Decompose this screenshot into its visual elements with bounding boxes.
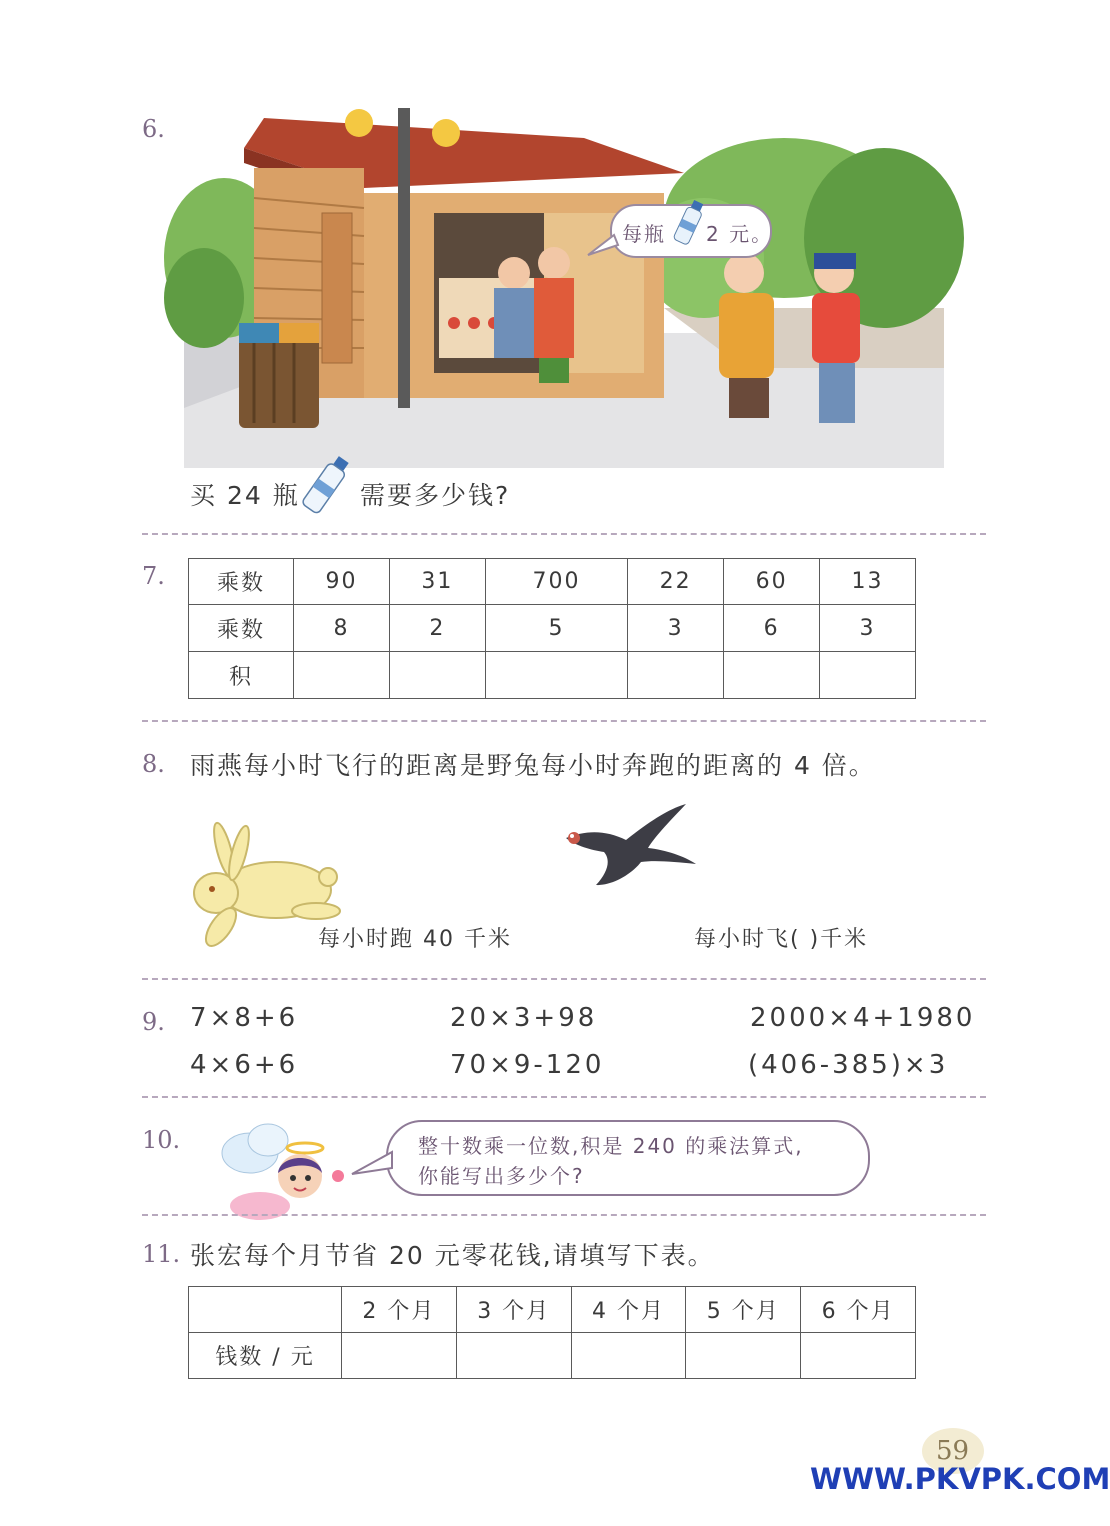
table-cell: 8	[294, 605, 390, 652]
section-divider	[142, 1096, 986, 1098]
table-cell: 31	[389, 559, 485, 605]
table-cell: 3	[628, 605, 724, 652]
expression: (406-385)×3	[748, 1050, 949, 1080]
question-7-number: 7.	[142, 562, 165, 590]
table-cell: 700	[485, 559, 627, 605]
question-10-number: 10.	[142, 1126, 181, 1154]
table-header-cell: 3 个月	[456, 1287, 571, 1333]
expression: 7×8+6	[190, 1003, 299, 1033]
kiosk-illustration	[184, 108, 944, 468]
answer-cell[interactable]	[628, 652, 724, 699]
table-row	[189, 1287, 916, 1333]
question-6-suffix: 需要多少钱?	[360, 481, 511, 510]
section-divider	[142, 1214, 986, 1216]
table-cell: 13	[820, 559, 916, 605]
question-6-prefix: 买 24 瓶	[190, 481, 300, 510]
table-header-cell: 6 个月	[801, 1287, 916, 1333]
answer-cell[interactable]	[389, 652, 485, 699]
question-11-statement: 张宏每个月节省 20 元零花钱,请填写下表。	[190, 1241, 715, 1270]
speech-bubble-tail	[588, 235, 618, 257]
speech-price: 2 元。	[706, 222, 774, 246]
swift-illustration	[556, 800, 701, 892]
answer-cell[interactable]	[571, 1333, 686, 1379]
question-11-number: 11.	[142, 1240, 181, 1268]
expression: 4×6+6	[190, 1050, 299, 1080]
question-8-statement: 雨燕每小时飞行的距离是野兔每小时奔跑的距离的 4 倍。	[190, 751, 876, 780]
table-row	[189, 605, 916, 652]
question-6-number: 6.	[142, 115, 165, 143]
answer-cell[interactable]	[686, 1333, 801, 1379]
table-cell: 2	[389, 605, 485, 652]
table-cell: 3	[820, 605, 916, 652]
speech-label: 每瓶	[622, 222, 666, 246]
watermark: WWW.PKVPK.COM	[810, 1462, 1110, 1496]
page-number: 59	[936, 1436, 970, 1466]
table-cell: 22	[628, 559, 724, 605]
bubble-line-2: 你能写出多少个?	[418, 1164, 585, 1188]
table-cell: 90	[294, 559, 390, 605]
table-cell: 60	[724, 559, 820, 605]
expression: 2000×4+1980	[750, 1003, 976, 1033]
table-row	[189, 1333, 916, 1379]
rabbit-label: 每小时跑 40 千米	[318, 927, 512, 952]
water-bottle-icon	[300, 452, 352, 518]
multiplication-table	[188, 558, 916, 699]
table-header-cell: 2 个月	[342, 1287, 457, 1333]
row-header: 乘数	[189, 559, 294, 605]
table-cell: 6	[724, 605, 820, 652]
section-divider	[142, 720, 986, 722]
bubble-line-1: 整十数乘一位数,积是 240 的乘法算式,	[418, 1134, 804, 1158]
question-8-number: 8.	[142, 750, 165, 778]
table-cell: 5	[485, 605, 627, 652]
answer-cell[interactable]	[485, 652, 627, 699]
question-9-number: 9.	[142, 1008, 165, 1036]
expression: 70×9-120	[450, 1050, 605, 1080]
row-header: 钱数 / 元	[189, 1333, 342, 1379]
row-header: 乘数	[189, 605, 294, 652]
row-header: 积	[189, 652, 294, 699]
section-divider	[142, 978, 986, 980]
answer-cell[interactable]	[724, 652, 820, 699]
answer-cell[interactable]	[294, 652, 390, 699]
expression: 20×3+98	[450, 1003, 598, 1033]
answer-cell[interactable]	[342, 1333, 457, 1379]
bubble-tail	[352, 1150, 394, 1178]
table-header-cell: 5 个月	[686, 1287, 801, 1333]
table-header-cell: 4 个月	[571, 1287, 686, 1333]
answer-cell[interactable]	[801, 1333, 916, 1379]
table-row	[189, 559, 916, 605]
answer-cell[interactable]	[456, 1333, 571, 1379]
savings-table	[188, 1286, 916, 1379]
water-bottle-icon	[672, 198, 706, 248]
swift-label: 每小时飞( )千米	[694, 927, 869, 952]
table-row	[189, 652, 916, 699]
table-header-cell	[189, 1287, 342, 1333]
answer-cell[interactable]	[820, 652, 916, 699]
section-divider	[142, 533, 986, 535]
